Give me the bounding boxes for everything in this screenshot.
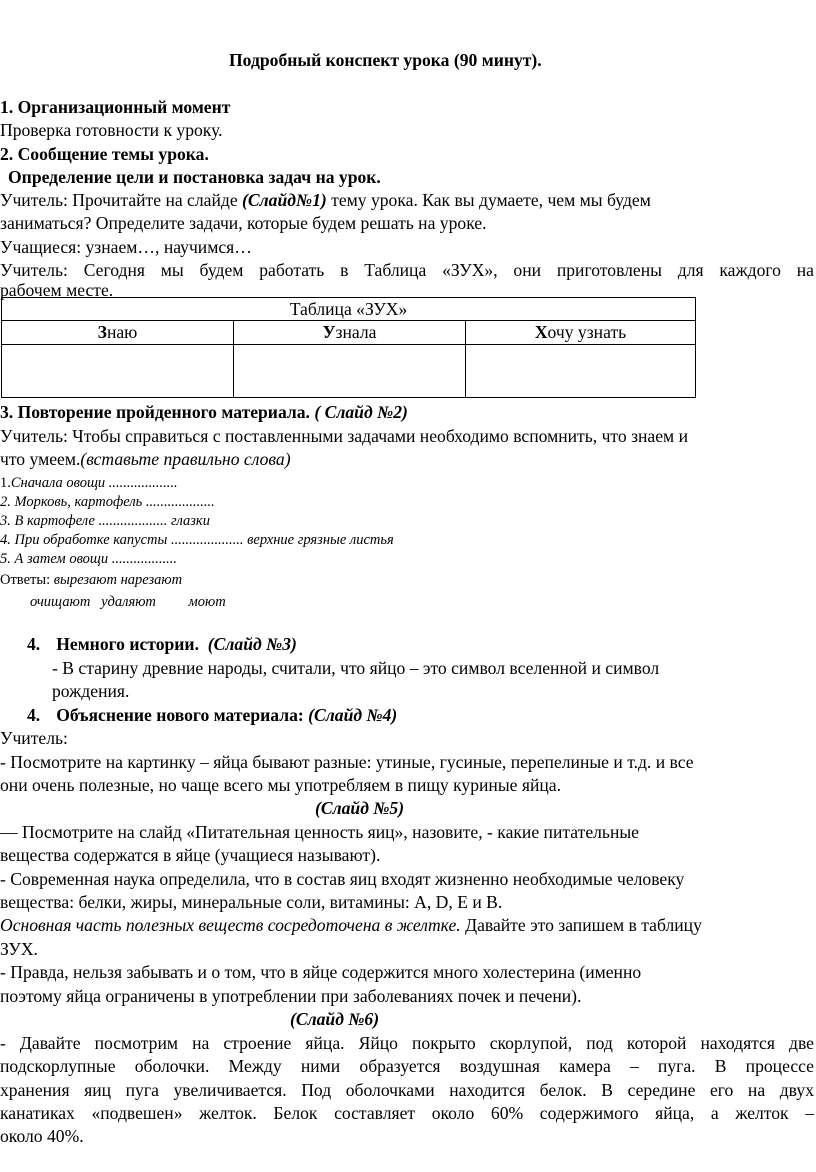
list-item: 4. При обработке капусты .................... верхние грязные листья xyxy=(0,532,394,548)
initial-letter: З xyxy=(97,322,107,342)
list-item: 5. А затем овощи .................. xyxy=(0,551,177,567)
section-2-subheading: Определение цели и постановка задач на урок. xyxy=(8,167,381,187)
header-text: очу узнать xyxy=(547,322,627,342)
slide-6-text: - Давайте посмотрим на строение яйца. Яйцо покрыто скорлупой, под которой находятся две xyxy=(0,1033,814,1053)
initial-letter: У xyxy=(322,322,336,342)
initial-letter: Х xyxy=(534,322,548,342)
zux-table-caption: Таблица «ЗУХ» xyxy=(2,298,696,321)
section-3-text-cont xyxy=(0,448,291,470)
zux-cell-learned xyxy=(234,345,466,398)
section-3-text: Учитель: Чтобы справиться с поставленными задачами необходимо вспомнить, что знаем и xyxy=(0,426,689,446)
slide-6-text: канатиках «подвешен» желток. Белок составляет около 60% содержимого яйца, а желток – xyxy=(0,1103,814,1123)
slide-6-text: подскорлупные оболочки. Между ними образуется воздушная камера – пуга. В процессе xyxy=(0,1056,814,1076)
heading-number: 4. xyxy=(27,634,41,654)
teacher-label: Учитель: xyxy=(0,728,68,748)
slide-5-text: вещества содержатся в яйце (учащиеся называют). xyxy=(0,845,381,865)
section-5-text: - Посмотрите на картинку – яйца бывают разные: утиные, гусиные, перепелиные и т.д. и все xyxy=(0,752,694,772)
item-number: 1. xyxy=(0,475,11,491)
slide-5-text xyxy=(0,914,702,936)
zux-cell-know xyxy=(2,345,234,398)
heading-number: 4. xyxy=(27,705,41,725)
teacher-paragraph-1-cont: заниматься? Определите задачи, которые будем решать на уроке. xyxy=(0,213,487,233)
heading-text: Объяснение нового материала: xyxy=(56,705,304,725)
slide-reference: (Слайд№1) xyxy=(242,190,327,210)
teacher-paragraph-2-cont: рабочем месте. xyxy=(0,280,114,300)
zux-table xyxy=(1,297,696,398)
text-run: тему урока. Как вы думаете, чем мы будем xyxy=(326,190,651,210)
slide-5-text: - Правда, нельзя забывать и о том, что в яйце содержится много холестерина (именно xyxy=(0,962,642,982)
section-1-text: Проверка готовности к уроку. xyxy=(0,120,223,140)
emphasis-text: Основная часть полезных веществ сосредоточена в желтке. xyxy=(0,915,461,935)
document-title: Подробный конспект урока (90 минут). xyxy=(229,50,542,70)
section-5-heading xyxy=(27,704,397,726)
text-run: что умеем. xyxy=(0,449,81,469)
slide-6-text: хранения яиц пуга увеличивается. Под оболочками находится белок. В середине его на двух xyxy=(0,1080,814,1100)
slide-5-text: ЗУХ. xyxy=(0,939,38,959)
text-run: Давайте это запишем в таблицу xyxy=(460,915,702,935)
slide-6-text: около 40%. xyxy=(0,1126,84,1146)
list-item: 3. В картофеле ................... глазки xyxy=(0,513,210,529)
text-run: Учитель: Прочитайте на слайде xyxy=(0,190,243,210)
section-4-text: - В старину древние народы, считали, что яйцо – это символ вселенной и символ xyxy=(52,658,660,678)
zux-col-know xyxy=(2,321,234,345)
slide-5-text: вещества: белки, жиры, минеральные соли, витамины: A, D, E и B. xyxy=(0,892,503,912)
slide-5-text: — Посмотрите на слайд «Питательная ценность яиц», назовите, - какие питательные xyxy=(0,822,639,842)
zux-cell-want xyxy=(466,345,696,398)
slide-reference: ( Слайд №2) xyxy=(309,402,408,422)
list-item: 2. Морковь, картофель ................... xyxy=(0,494,215,510)
slide-reference: (Слайд №3) xyxy=(207,634,297,654)
students-answer: Учащиеся: узнаем…, научимся… xyxy=(0,237,252,257)
answers-line xyxy=(0,569,182,591)
slide-6-reference: (Слайд №6) xyxy=(290,1009,380,1029)
item-text: Сначала овощи ................... xyxy=(10,475,178,491)
answers-line-2: очищают удаляют моют xyxy=(30,594,226,610)
zux-col-learned xyxy=(234,321,466,345)
section-1-heading: 1. Организационный момент xyxy=(0,97,231,117)
teacher-paragraph-2: Учитель: Сегодня мы будем работать в Таблица «ЗУХ», они приготовлены для каждого на xyxy=(0,260,814,280)
answers-label: Ответы: xyxy=(0,572,54,588)
instruction-text: (вставьте правильно слова) xyxy=(80,449,291,469)
heading-text: 3. Повторение пройденного материала. xyxy=(0,402,310,422)
section-4-heading xyxy=(27,633,297,655)
header-text: знала xyxy=(335,322,377,342)
heading-text: Немного истории. xyxy=(56,634,199,654)
header-text: наю xyxy=(106,322,138,342)
section-2-heading: 2. Сообщение темы урока. xyxy=(0,144,209,164)
teacher-paragraph-1 xyxy=(0,189,651,211)
section-5-text-cont: они очень полезные, но чаще всего мы употребляем в пищу куриные яйца. xyxy=(0,775,561,795)
section-4-text-cont: рождения. xyxy=(52,681,130,701)
answers-words: вырезают нарезают xyxy=(53,572,183,588)
slide-5-text: поэтому яйца ограничены в употреблении при заболеваниях почек и печени). xyxy=(0,986,582,1006)
slide-reference: (Слайд №4) xyxy=(303,705,398,725)
slide-5-reference: (Слайд №5) xyxy=(315,798,405,818)
slide-5-text: - Современная наука определила, что в состав яиц входят жизненно необходимые человеку xyxy=(0,869,685,889)
section-3-heading xyxy=(0,401,408,423)
zux-col-want xyxy=(466,321,696,345)
